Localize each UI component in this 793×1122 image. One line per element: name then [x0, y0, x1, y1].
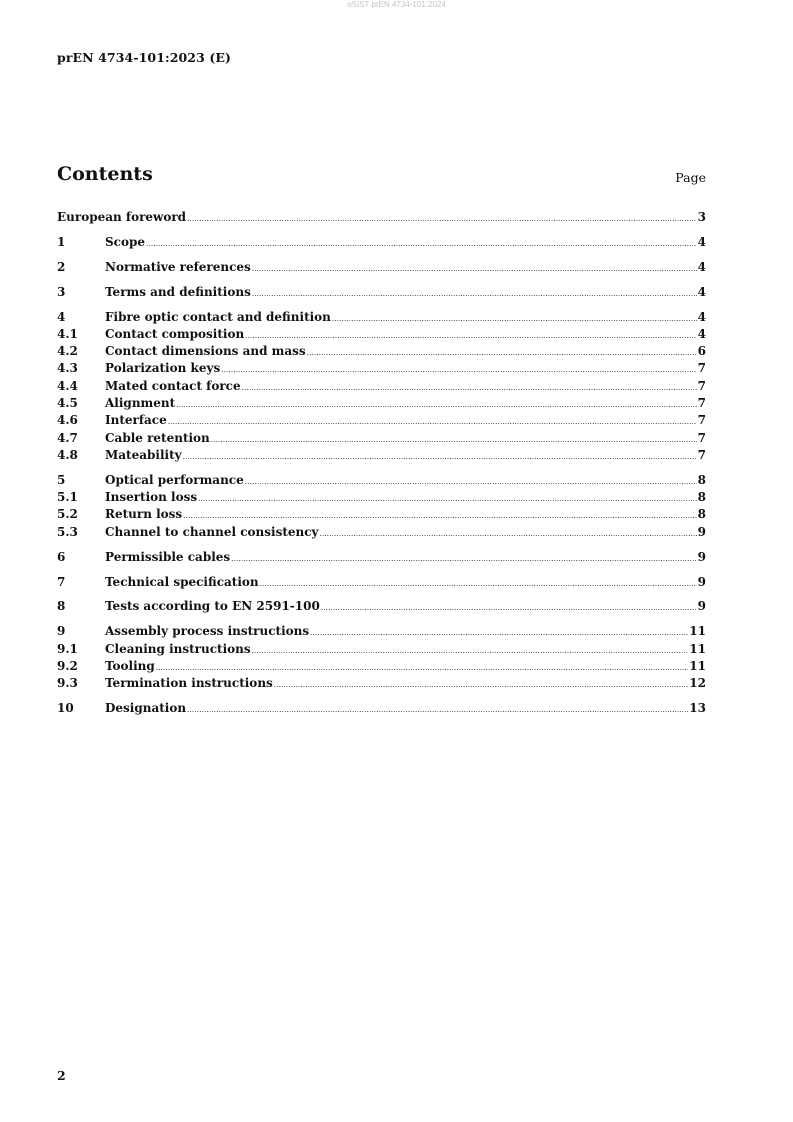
toc-entry-number: 2: [57, 259, 66, 274]
toc-dot-leader: [310, 625, 688, 642]
toc-entry-page: 11: [689, 641, 706, 656]
toc-dot-leader: [211, 432, 697, 449]
toc-entry[interactable]: [57, 489, 706, 506]
toc-dot-leader: [320, 526, 697, 543]
toc-entry[interactable]: [57, 284, 706, 301]
toc-entry-number: 5: [57, 472, 66, 487]
toc-entry-title: Contact composition: [105, 326, 245, 341]
document-id: prEN 4734-101:2023 (E): [57, 50, 232, 65]
toc-entry-number: 4.6: [57, 413, 78, 428]
toc-entry-number: 4: [57, 309, 66, 324]
toc-entry-page: 7: [697, 378, 706, 393]
toc-entry-title: Technical specification: [105, 574, 259, 589]
toc-entry-title: Polarization keys: [105, 361, 221, 376]
toc-entry-title: Normative references: [105, 259, 251, 274]
toc-entry-number: 4.2: [57, 344, 78, 359]
toc-entry-number: 9: [57, 624, 66, 639]
toc-entry-page: 4: [697, 234, 706, 249]
toc-entry-page: 9: [697, 524, 706, 539]
toc-entry-title: Contact dimensions and mass: [105, 344, 306, 359]
toc-entry-title: Scope: [105, 234, 146, 249]
table-of-contents: [57, 209, 706, 717]
toc-entry[interactable]: [57, 447, 706, 464]
toc-entry-title: Designation: [105, 701, 187, 716]
toc-dot-leader: [252, 286, 697, 303]
toc-entry-title: Mated contact force: [105, 378, 241, 393]
toc-entry-title: Insertion loss: [105, 490, 198, 505]
toc-entry-page: 7: [697, 413, 706, 428]
toc-dot-leader: [187, 211, 697, 228]
toc-entry-number: 5.1: [57, 490, 78, 505]
toc-entry[interactable]: [57, 395, 706, 412]
toc-entry-title: Terms and definitions: [105, 284, 251, 299]
toc-entry-number: 4.3: [57, 361, 78, 376]
toc-entry[interactable]: [57, 259, 706, 276]
toc-dot-leader: [252, 261, 697, 278]
toc-entry[interactable]: [57, 623, 706, 640]
toc-entry-number: 6: [57, 549, 66, 564]
toc-entry[interactable]: [57, 430, 706, 447]
toc-entry[interactable]: [57, 309, 706, 326]
toc-dot-leader: [321, 600, 697, 617]
toc-entry-title: Tooling: [105, 658, 155, 673]
toc-entry-number: 4.1: [57, 326, 78, 341]
toc-dot-leader: [307, 345, 697, 362]
toc-entry-number: 4.8: [57, 447, 78, 462]
toc-entry-page: 12: [689, 676, 706, 691]
toc-entry-number: 9.2: [57, 658, 78, 673]
toc-entry[interactable]: [57, 209, 706, 226]
toc-entry-title: European foreword: [57, 210, 187, 224]
toc-dot-leader: [146, 236, 697, 253]
toc-entry[interactable]: [57, 574, 706, 591]
toc-entry-page: 9: [697, 574, 706, 589]
toc-dot-leader: [183, 449, 697, 466]
toc-entry[interactable]: [57, 549, 706, 566]
toc-entry-page: 6: [697, 344, 706, 359]
toc-entry[interactable]: [57, 700, 706, 717]
toc-entry-title: Tests according to EN 2591-100: [105, 599, 320, 614]
toc-entry-page: 7: [697, 447, 706, 462]
toc-entry-title: Cleaning instructions: [105, 641, 251, 656]
toc-entry-page: 8: [697, 472, 706, 487]
toc-entry[interactable]: [57, 472, 706, 489]
toc-entry-number: 9.1: [57, 641, 78, 656]
toc-dot-leader: [274, 677, 689, 694]
toc-entry[interactable]: [57, 326, 706, 343]
toc-entry-page: 4: [697, 284, 706, 299]
toc-entry-number: 4.4: [57, 378, 78, 393]
page-column-label: Page: [675, 170, 706, 185]
page-number: 2: [57, 1068, 66, 1083]
toc-entry[interactable]: [57, 343, 706, 360]
toc-dot-leader: [221, 362, 696, 379]
toc-entry-title: Return loss: [105, 507, 183, 522]
toc-dot-leader: [168, 414, 697, 431]
toc-entry[interactable]: [57, 658, 706, 675]
toc-entry-page: 8: [697, 507, 706, 522]
toc-entry-title: Optical performance: [105, 472, 244, 487]
toc-entry-title: Alignment: [105, 396, 176, 411]
toc-dot-leader: [252, 643, 689, 660]
toc-dot-leader: [231, 551, 696, 568]
toc-entry-number: 4.5: [57, 396, 78, 411]
toc-entry-page: 13: [689, 701, 706, 716]
toc-entry[interactable]: [57, 506, 706, 523]
toc-entry-title: Interface: [105, 413, 167, 428]
toc-dot-leader: [242, 380, 697, 397]
toc-entry[interactable]: [57, 378, 706, 395]
toc-entry-title: Mateability: [105, 447, 182, 462]
toc-entry-title: Fibre optic contact and definition: [105, 309, 331, 324]
toc-entry-number: 5.3: [57, 524, 78, 539]
toc-entry[interactable]: [57, 412, 706, 429]
toc-entry-page: 9: [697, 549, 706, 564]
toc-entry-number: 1: [57, 234, 66, 249]
toc-entry-page: 8: [697, 490, 706, 505]
toc-dot-leader: [245, 474, 697, 491]
toc-entry-page: 4: [697, 326, 706, 341]
toc-dot-leader: [176, 397, 696, 414]
toc-entry-number: 8: [57, 599, 66, 614]
toc-dot-leader: [260, 576, 697, 593]
toc-entry-page: 7: [697, 396, 706, 411]
toc-entry-title: Assembly process instructions: [105, 624, 310, 639]
watermark: oSIST prEN 4734-101:2024: [347, 0, 446, 9]
toc-entry-title: Cable retention: [105, 430, 210, 445]
toc-dot-leader: [245, 328, 696, 345]
toc-entry[interactable]: [57, 598, 706, 615]
toc-entry-page: 11: [689, 624, 706, 639]
toc-entry-number: 9.3: [57, 676, 78, 691]
toc-entry-number: 3: [57, 284, 66, 299]
toc-entry[interactable]: [57, 675, 706, 692]
toc-dot-leader: [198, 491, 697, 508]
toc-entry[interactable]: [57, 360, 706, 377]
toc-entry-page: 7: [697, 430, 706, 445]
toc-entry-title: Termination instructions: [105, 676, 273, 691]
toc-entry-page: 3: [697, 210, 706, 224]
contents-heading: Contents: [57, 163, 153, 185]
toc-entry-page: 11: [689, 658, 706, 673]
toc-entry-title: Permissible cables: [105, 549, 231, 564]
toc-entry-page: 9: [697, 599, 706, 614]
toc-dot-leader: [332, 311, 697, 328]
toc-entry[interactable]: [57, 234, 706, 251]
toc-entry-number: 5.2: [57, 507, 78, 522]
toc-entry[interactable]: [57, 524, 706, 541]
toc-entry-number: 10: [57, 701, 74, 716]
toc-entry-number: 4.7: [57, 430, 78, 445]
toc-entry-title: Channel to channel consistency: [105, 524, 319, 539]
toc-dot-leader: [187, 702, 688, 719]
toc-entry-page: 4: [697, 309, 706, 324]
toc-entry-number: 7: [57, 574, 66, 589]
toc-entry-page: 7: [697, 361, 706, 376]
toc-entry-page: 4: [697, 259, 706, 274]
toc-entry[interactable]: [57, 641, 706, 658]
